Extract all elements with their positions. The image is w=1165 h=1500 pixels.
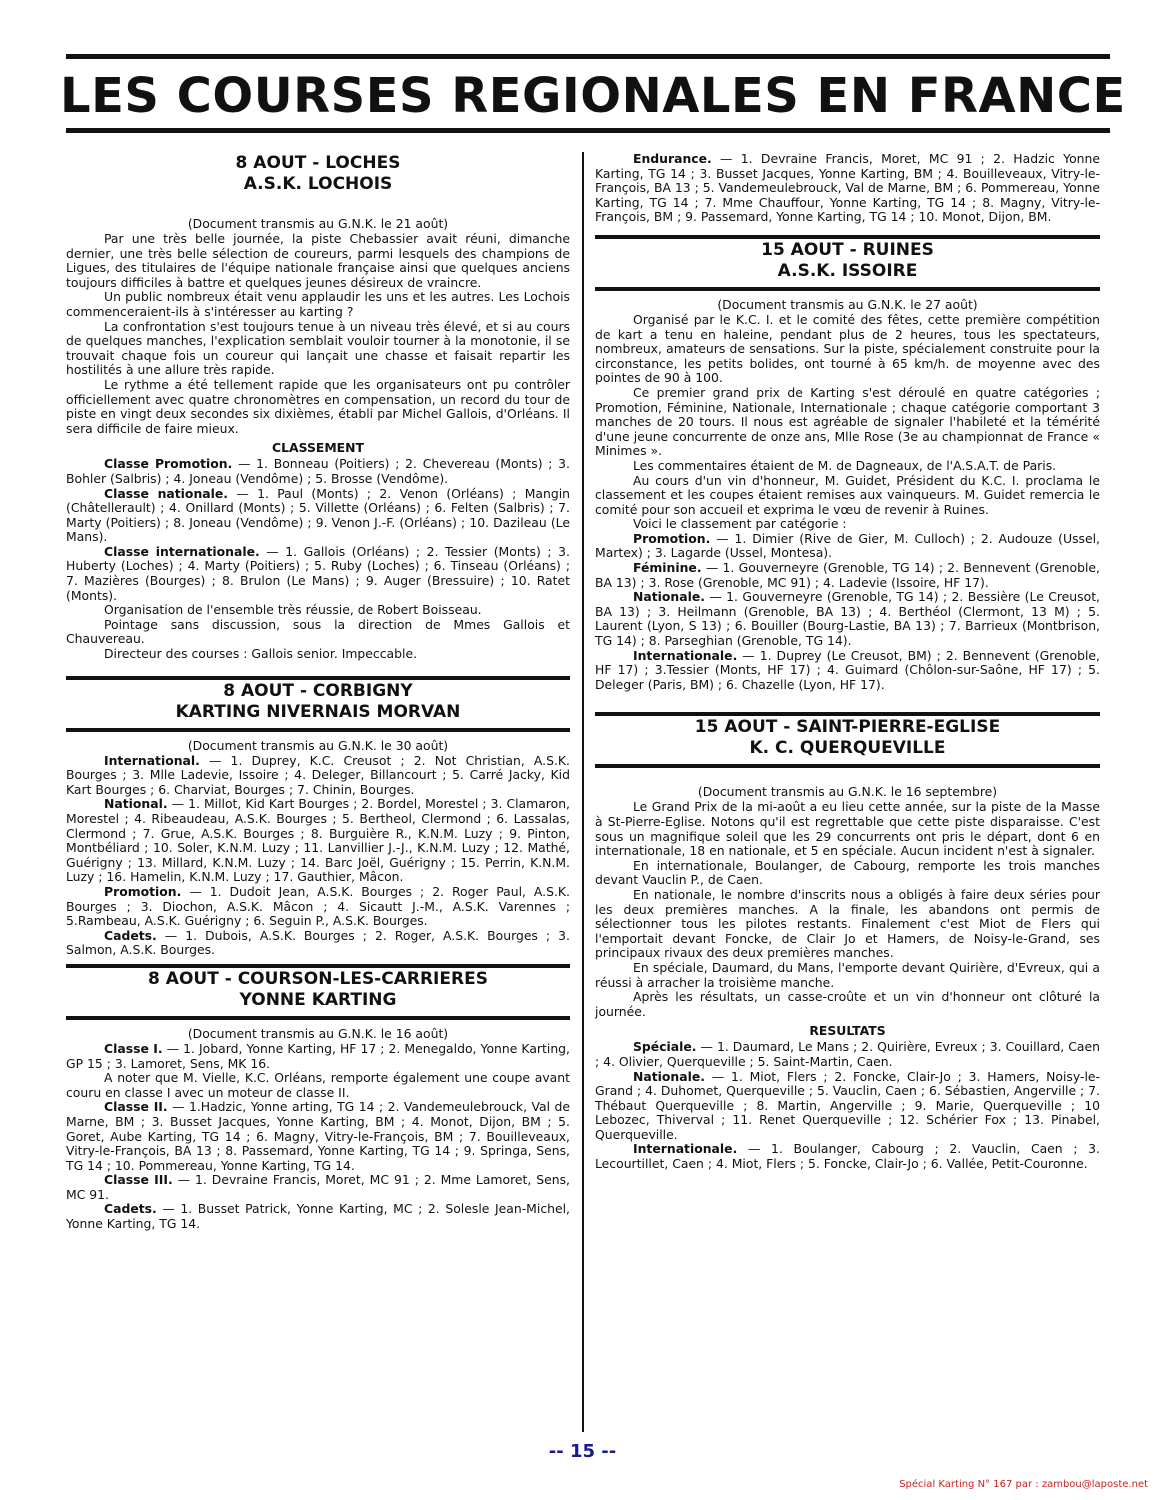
section-rule xyxy=(66,728,570,732)
result-label: Endurance. xyxy=(633,151,712,166)
result-text: — 1. Jobard, Yonne Karting, HF 17 ; 2. Menegaldo, Yonne Karting, GP 15 ; 3. Lamoret, Sens, MK 16. xyxy=(66,1040,570,1071)
result-text: — 1. Bonneau (Poitiers) ; 2. Chevereau (Monts) ; 3. Bohler (Salbris) ; 4. Joneau (Vendôme) ; 5. Brosse (Vendôme). xyxy=(66,456,570,486)
result-label: Classe nationale. xyxy=(104,485,228,501)
result-promotion xyxy=(595,532,1100,561)
result-label: Féminine. xyxy=(633,560,702,576)
section-rule xyxy=(66,1016,570,1020)
result-text: — 1. Devraine Francis, Moret, MC 91 ; 2. Hadzic Yonne Karting, TG 14 ; 3. Busset Jacques, Yonne Karting, BM ; 4. Bouilleveaux, Vitry-le-François, BA 13 ; 5. Vandemeulebrouck, Val de Marne, BM ; 6. Pommereau, Yonne Karting, TG 14 ; 7. Mme Chauffour, Yonne Karting, TG 14 ; 8. Magny, Vitry-le-François, BM ; 9. Passemard, Yonne Karting, TG 14 ; 10. Monot, Dijon, BM. xyxy=(595,151,1100,225)
result-classe-3 xyxy=(66,1173,570,1202)
result-label: Classe III. xyxy=(104,1172,173,1188)
result-text: — 1. Busset Patrick, Yonne Karting, MC ; 2. Solesle Jean-Michel, Yonne Karting, TG 14. xyxy=(66,1201,570,1232)
result-label: Nationale. xyxy=(633,1068,705,1084)
paragraph: En spéciale, Daumard, du Mans, l'emporte devant Quirière, d'Evreux, qui a réussi à arracher la troisième manche. xyxy=(595,959,1100,990)
result-text: — 1. Millot, Kid Kart Bourges ; 2. Bordel, Morestel ; 3. Clamaron, Morestel ; 4. Ribeaudeau, A.S.K. Bourges ; 5. Bertheol, Clermond ; 6. Lassalas, Clermond ; 7. Grue, A.S.K. Bourges ; 8. Burguière R., K.N.M. Luzy ; 9. Pinton, Montbéliard ; 10. Soler, K.N.M. Luzy ; 11. Lanvillier J.-J., K.N.M. Luzy ; 12. Mathé, Guérigny ; 13. Millard, K.N.M. Luzy ; 14. Barc Joël, Guérigny ; 15. Perrin, K.N.M. Luzy ; 16. Hamelin, K.N.M. Luzy ; 17. Gauthier, Mâcon. xyxy=(66,796,570,885)
result-text: — 1.Hadzic, Yonne arting, TG 14 ; 2. Vandemeulebrouck, Val de Marne, BM ; 3. Busset Jacques, Yonne Karting, BM ; 4. Monot, Dijon, BM ; 5. Goret, Aube Karting, TG 14 ; 6. Magny, Vitry-le-François, BM ; 7. Bouilleveaux, Vitry-le-François, BA 13 ; 8. Passemard, Yonne Karting, TG 14 ; 9. Springa, Sens, TG 14 ; 10. Pommereau, Yonne Karting, TG 14. xyxy=(66,1099,570,1173)
result-label: Spéciale. xyxy=(633,1039,697,1055)
paragraph: Un public nombreux était venu applaudir les uns et les autres. Les Lochois commenceraient-ils à s'intéresser au karting ? xyxy=(66,289,570,319)
section-rule xyxy=(595,235,1100,239)
heading-line-2: KARTING NIVERNAIS MORVAN xyxy=(175,701,461,722)
result-label: Nationale. xyxy=(633,589,705,605)
paragraph: Directeur des courses : Gallois senior. Impeccable. xyxy=(104,646,418,662)
top-rule xyxy=(66,54,1110,59)
paragraph: Voici le classement par catégorie : xyxy=(633,516,847,532)
section-courson xyxy=(66,964,570,1232)
heading-line-2: YONNE KARTING xyxy=(239,989,397,1010)
result-text: — 1. Miot, Flers ; 2. Foncke, Clair-Jo ; 3. Hamers, Noisy-le-Grand ; 4. Duhomet, Querqueville ; 5. Vauclin, Caen ; 6. Sébastien, Angerville ; 7. Thébaut Querqueville ; 8. Martin, Angerville ; 9. Marie, Querqueville ; 10 Lebozec, Thiverval ; 11. Renet Querqueville ; 12. Schérier Fox ; 13. Pinabel, Querqueville. xyxy=(595,1068,1100,1142)
section-heading xyxy=(595,717,1100,759)
result-label: International. xyxy=(104,752,200,768)
result-label: Cadets. xyxy=(104,927,157,943)
result-label: Classe internationale. xyxy=(104,543,260,559)
paragraph: La confrontation s'est toujours tenue à un niveau très élevé, et si au cours de quelques manches, l'explication semblait vouloir tourner à la monotonie, il se trouvait chaque fois un coureur qui lançait une chasse et faisait repartir les hostilités à une allure très rapide. xyxy=(66,318,570,378)
heading-line-2: K. C. QUERQUEVILLE xyxy=(749,738,946,759)
result-text: — 1. Duprey (Le Creusot, BM) ; 2. Bennevent (Grenoble, HF 17) ; 3.Tessier (Monts, HF 17) ; 4. Guimard (Chôlon-sur-Saône, HF 17) ; 5. Deleger (Paris, BM) ; 6. Chazelle (Lyon, HF 17). xyxy=(595,647,1100,692)
result-label: Classe I. xyxy=(104,1040,163,1056)
result-endurance xyxy=(595,152,1100,225)
title-bottom-rule xyxy=(66,128,1110,133)
result-text: — 1. Boulanger, Cabourg ; 2. Vauclin, Caen ; 3. Lecourtillet, Caen ; 4. Miot, Flers ; 5. Foncke, Clair-Jo ; 6. Vallée, Petit-Couronne. xyxy=(595,1141,1100,1172)
paragraph: Après les résultats, un casse-croûte et un vin d'honneur ont clôturé la journée. xyxy=(595,989,1100,1019)
result-text: — 1. Dubois, A.S.K. Bourges ; 2. Roger, A.S.K. Bourges ; 3. Salmon, A.S.K. Bourges. xyxy=(66,927,570,958)
heading-line-1: 8 AOUT - LOCHES xyxy=(235,153,401,173)
section-saint-pierre-eglise xyxy=(595,712,1100,1171)
result-text: — 1. Gallois (Orléans) ; 2. Tessier (Monts) ; 3. Huberty (Loches) ; 4. Marty (Poitiers) ; 5. Ruby (Loches) ; 6. Tinseau (Orléans) ; 7. Mazières (Bourges) ; 8. Brulon (Le Mans) ; 9. Auger (Bressuire) ; 10. Ratet (Monts). xyxy=(66,543,570,603)
result-internationale xyxy=(66,545,570,603)
result-label: National. xyxy=(104,796,168,812)
document-note: (Document transmis au G.N.K. le 16 août) xyxy=(187,1025,449,1041)
page-number: -- 15 -- xyxy=(548,1441,617,1462)
result-text: — 1. Paul (Monts) ; 2. Venon (Orléans) ; Mangin (Châtellerault) ; 4. Onillard (Monts) ; 5. Villette (Orléans) ; 6. Felten (Salbris) ; 7. Marty (Poitiers) ; 8. Joneau (Vendôme) ; 9. Venon J.-F. (Orléans) ; 10. Dazileau (Le Mans). xyxy=(66,485,571,545)
result-promotion xyxy=(66,885,570,929)
result-internationale xyxy=(595,649,1100,693)
result-cadets xyxy=(66,1202,570,1231)
document-note: (Document transmis au G.N.K. le 30 août) xyxy=(187,737,449,753)
paragraph: Par une très belle journée, la piste Chebassier avait réuni, dimanche dernier, une très belle sélection de coureurs, parmi lesquels des champions de Ligues, des titulaires de l'équipe nationale française ainsi que quelques anciens toujours difficiles à battre et quelques jeunes désireux de vraincre. xyxy=(66,231,570,290)
result-feminine xyxy=(595,561,1100,590)
result-label: Promotion. xyxy=(633,530,711,546)
section-heading xyxy=(66,969,570,1011)
document-note: (Document transmis au G.N.K. le 16 septembre) xyxy=(697,784,998,800)
result-text: — 1. Gouverneyre (Grenoble, TG 14) ; 2. Bennevent (Grenoble, BA 13) ; 3. Rose (Grenoble, MC 91) ; 4. Ladevie (Issoire, HF 17). xyxy=(595,560,1100,590)
paragraph: Organisé par le K.C. I. et le comité des fêtes, cette première compétition de kart a tenu en haleine, pendant plus de 2 heures, tous les spectateurs, nombreux, amateurs de sensations. Sur la piste, spécialement construite pour la circonstance, les petits bolides, ont tourné à 65 km/h. de moyenne avec des pointes de 90 à 100. xyxy=(595,311,1100,386)
result-nationale xyxy=(595,1070,1100,1143)
paragraph: En internationale, Boulanger, de Cabourg, remporte les trois manches devant Vauclin P., de Caen. xyxy=(595,857,1100,888)
subheading-resultats: RESULTATS xyxy=(809,1023,886,1039)
section-loches xyxy=(66,153,570,662)
heading-line-1: 8 AOUT - COURSON-LES-CARRIERES xyxy=(148,968,488,989)
result-promotion xyxy=(66,457,570,486)
result-text: — 1. Daumard, Le Mans ; 2. Quirière, Evreux ; 3. Couillard, Caen ; 4. Olivier, Querqueville ; 5. Saint-Martin, Caen. xyxy=(595,1039,1100,1069)
heading-line-1: 15 AOUT - SAINT-PIERRE-EGLISE xyxy=(694,717,1001,738)
paragraph: Les commentaires étaient de M. de Dagneaux, de l'A.S.A.T. de Paris. xyxy=(633,457,1057,473)
result-internationale xyxy=(595,1142,1100,1171)
result-nationale xyxy=(66,487,570,545)
result-label: Classe Promotion. xyxy=(104,456,233,472)
section-heading xyxy=(66,681,570,723)
result-text: — 1. Dudoit Jean, A.S.K. Bourges ; 2. Roger Paul, A.S.K. Bourges ; 3. Diochon, A.S.K. Mâcon ; 4. Sicautt J.-M., A.S.K. Varennes ; 5.Rambeau, A.S.K. Guérigny ; 6. Seguin P., A.S.K. Bourges. xyxy=(66,883,570,929)
result-cadets xyxy=(66,929,570,958)
result-label: Internationale. xyxy=(633,1141,738,1157)
result-text: — 1. Devraine Francis, Moret, MC 91 ; 2. Mme Lamoret, Sens, MC 91. xyxy=(66,1172,570,1202)
section-corbigny xyxy=(66,676,570,958)
result-international xyxy=(66,754,570,798)
paragraph: Le rythme a été tellement rapide que les organisateurs ont pu contrôler officiellement avec quatre chronomètres en compensation, un record du tour de piste en vingt deux secondes six dixièmes, établi par Michel Gallois, d'Orléans. Il sera difficile de faire mieux. xyxy=(66,376,570,436)
result-national xyxy=(66,797,570,885)
left-column xyxy=(66,152,570,1232)
result-label: Internationale. xyxy=(633,647,738,663)
result-classe-2 xyxy=(66,1100,570,1173)
column-divider xyxy=(582,152,584,1432)
result-nationale xyxy=(595,590,1100,648)
subheading-classement: CLASSEMENT xyxy=(272,440,364,456)
section-heading xyxy=(66,153,570,195)
paragraph: Ce premier grand prix de Karting s'est déroulé en quatre catégories ; Promotion, Féminine, Nationale, Internationale ; chaque catégorie comportant 3 manches de 20 tours. Il nous est agréable de signaler l'habileté et la témérité d'une jeune concurrente de onze ans, Mlle Rose (3e au championnat de France « Minimes ». xyxy=(595,384,1100,459)
heading-line-1: 8 AOUT - CORBIGNY xyxy=(223,680,413,701)
section-heading xyxy=(595,240,1100,282)
paragraph: Au cours d'un vin d'honneur, M. Guidet, Président du K.C. I. proclama le classement et les coupes étaient remises aux vainqueurs. M. Guidet remercia le comité pour son accueil et exprima le vœu de revenir à Ruines. xyxy=(595,472,1100,517)
document-note: (Document transmis au G.N.K. le 27 août) xyxy=(717,296,978,312)
page-title: LES COURSES REGIONALES EN FRANCE xyxy=(60,68,1126,124)
result-text: — 1. Gouverneyre (Grenoble, TG 14) ; 2. Bessière (Le Creusot, BA 13) ; 3. Heilmann (Grenoble, BA 13) ; 4. Berthéol (Clermont, 13 M) ; 5. Laurent (Lyon, S 13) ; 6. Bouiller (Bourg-Lastie, BA 13) ; 7. Barrieux (Montbrison, TG 14) ; 8. Parseghian (Grenoble, TG 14). xyxy=(595,589,1100,649)
document-note: (Document transmis au G.N.K. le 21 août) xyxy=(187,216,449,231)
paragraph: Le Grand Prix de la mi-août a eu lieu cette année, sur la piste de la Masse à St-Pierre-Eglise. Notons qu'il est regrettable que cette piste disparaisse. C'est sous un magnifique soleil que les 29 concurrents ont pris le départ, dont 6 en internationale, 18 en nationale, et 5 en spéciale. Aucun incident n'est à signaler. xyxy=(595,799,1100,859)
section-ruines xyxy=(595,235,1100,692)
result-text: — 1. Dimier (Rive de Gier, M. Culloch) ; 2. Audouze (Ussel, Martex) ; 3. Lagarde (Ussel, Montesa). xyxy=(595,530,1100,561)
paragraph: En nationale, le nombre d'inscrits nous a obligés à faire deux séries pour les deux premières manches. A la finale, les abandons ont permis de sélectionner tous les pilotes restants. Finalement c'est Miot de Flers qui l'emportait devant Foncke, de Clair Jo et Hamers, de Noisy-le-Grand, ses principaux rivaux des deux premières manches. xyxy=(595,886,1100,961)
paragraph: Organisation de l'ensemble très réussie, de Robert Boisseau. xyxy=(104,602,482,618)
result-label: Cadets. xyxy=(104,1201,157,1217)
section-rule xyxy=(66,676,570,680)
section-rule xyxy=(595,287,1100,291)
section-rule xyxy=(595,712,1100,716)
result-label: Classe II. xyxy=(104,1099,168,1115)
result-label: Promotion. xyxy=(104,883,182,899)
heading-line-2: A.S.K. ISSOIRE xyxy=(777,260,918,281)
result-speciale xyxy=(595,1040,1100,1069)
right-column xyxy=(595,152,1100,1172)
heading-line-1: 15 AOUT - RUINES xyxy=(761,239,934,260)
paragraph: A noter que M. Vielle, K.C. Orléans, remporte également une coupe avant couru en classe I avec un moteur de classe II. xyxy=(66,1070,570,1100)
section-rule xyxy=(66,964,570,968)
result-text: — 1. Duprey, K.C. Creusot ; 2. Not Christian, A.S.K. Bourges ; 3. Mlle Ladevie, Issoire ; 4. Deleger, Billancourt ; 5. Carré Jacky, Kid Kart Bourges ; 6. Charviat, Bourges ; 7. Chinin, Bourges. xyxy=(66,752,570,797)
scan-credit: Spécial Karting N° 167 par : zambou@laposte.net xyxy=(899,1479,1148,1490)
heading-line-2: A.S.K. LOCHOIS xyxy=(243,174,393,194)
result-classe-1 xyxy=(66,1042,570,1071)
paragraph: Pointage sans discussion, sous la direction de Mmes Gallois et Chauvereau. xyxy=(66,616,570,647)
